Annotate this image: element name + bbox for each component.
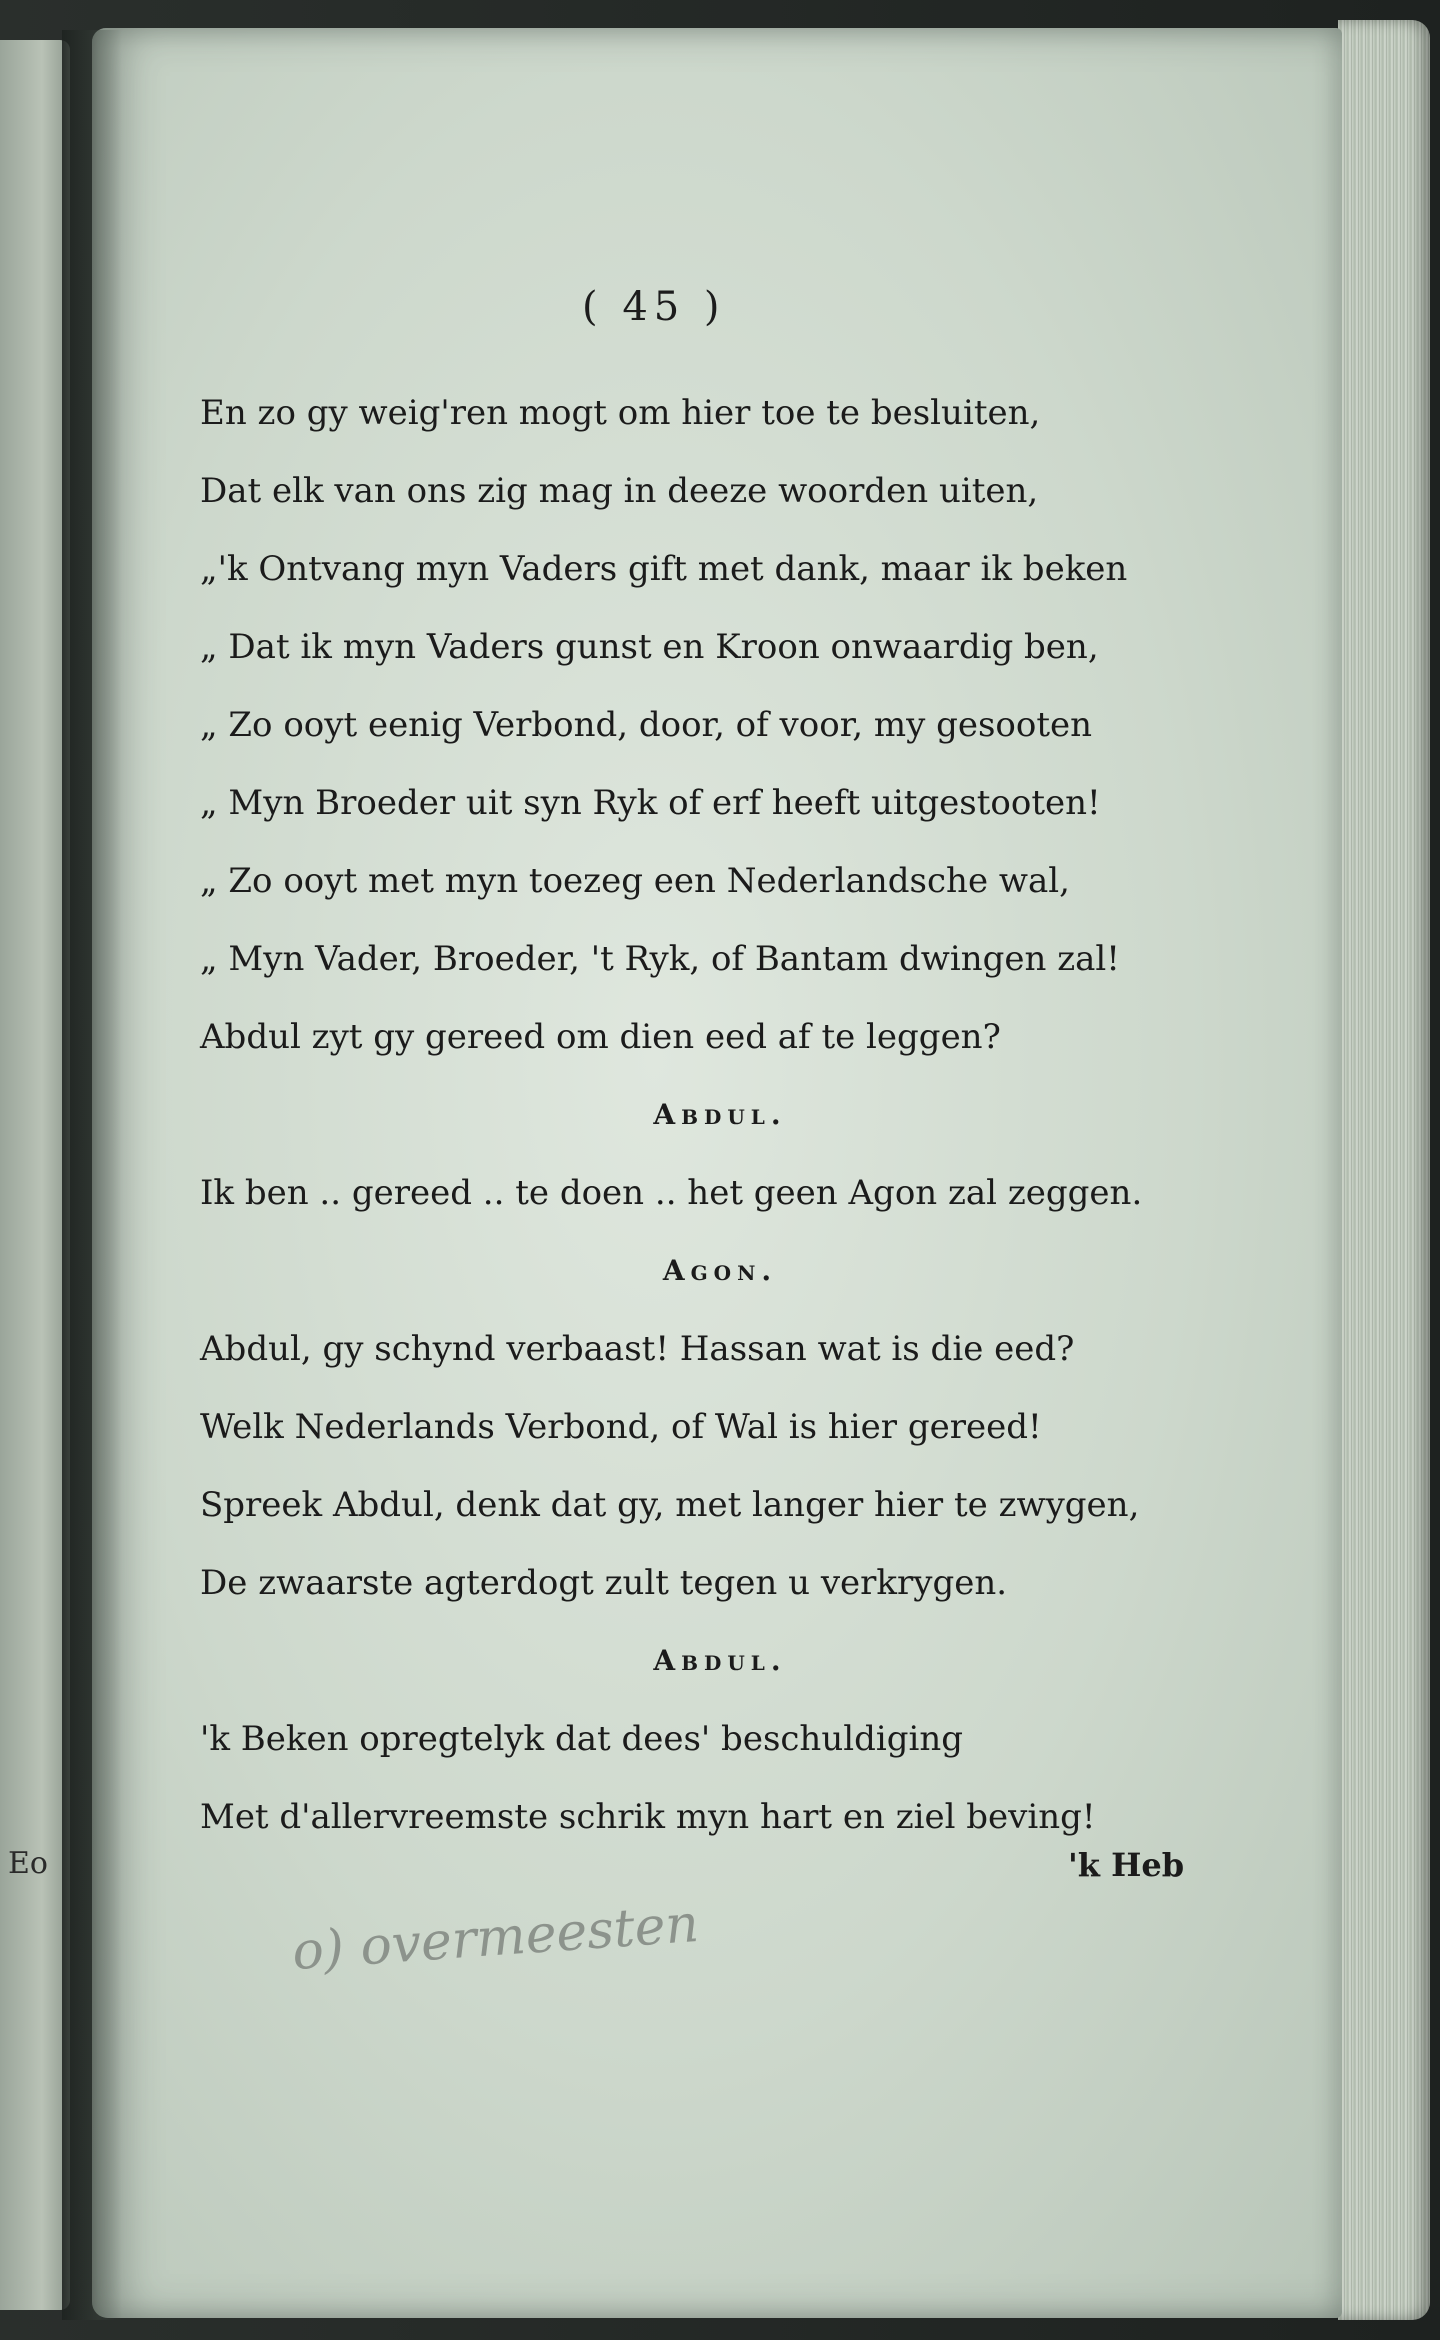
- speaker-name: Abdul.: [653, 1098, 787, 1131]
- verse-line: „'k Ontvang myn Vaders gift met dank, maar ik beken: [200, 549, 1128, 589]
- verse-line: „ Dat ik myn Vaders gunst en Kroon onwaardig ben,: [200, 627, 1099, 667]
- verse-text-block: [200, 374, 1200, 1856]
- verse-line: Welk Nederlands Verbond, of Wal is hier gereed!: [200, 1407, 1042, 1447]
- speaker-name: Agon.: [662, 1254, 778, 1287]
- page-number: ( 45 ): [582, 284, 726, 330]
- verse-line: „ Myn Broeder uit syn Ryk of erf heeft uitgestooten!: [200, 783, 1101, 823]
- gutter-shadow: [62, 30, 122, 2320]
- book-page: [92, 28, 1342, 2318]
- verse-line: „ Zo ooyt met myn toezeg een Nederlandsche wal,: [200, 861, 1070, 901]
- catchword: 'k Heb: [1068, 1846, 1185, 1884]
- handwritten-pencil-note: o) overmeesten: [290, 1893, 701, 1983]
- verse-line: Ik ben .. gereed .. te doen .. het geen Agon zal zeggen.: [200, 1173, 1143, 1213]
- verse-line: En zo gy weig'ren mogt om hier toe te besluiten,: [200, 393, 1041, 433]
- speaker-name: Abdul.: [653, 1644, 787, 1677]
- verse-line: De zwaarste agterdogt zult tegen u verkrygen.: [200, 1563, 1008, 1603]
- previous-page-edge: [0, 40, 70, 2310]
- verse-line: Abdul zyt gy gereed om dien eed af te leggen?: [200, 1017, 1001, 1057]
- verse-line: Met d'allervreemste schrik myn hart en ziel beving!: [200, 1797, 1096, 1837]
- verse-line: Abdul, gy schynd verbaast! Hassan wat is die eed?: [200, 1329, 1075, 1369]
- previous-page-fragment: Eo: [8, 1846, 48, 1881]
- verse-line: 'k Beken opregtelyk dat dees' beschuldiging: [200, 1719, 964, 1759]
- verse-line: Dat elk van ons zig mag in deeze woorden uiten,: [200, 471, 1039, 511]
- verse-line: Spreek Abdul, denk dat gy, met langer hier te zwygen,: [200, 1485, 1140, 1525]
- verse-line: „ Zo ooyt eenig Verbond, door, of voor, my gesooten: [200, 705, 1093, 745]
- verse-line: „ Myn Vader, Broeder, 't Ryk, of Bantam dwingen zal!: [200, 939, 1120, 979]
- page-block-edges: [1338, 20, 1430, 2320]
